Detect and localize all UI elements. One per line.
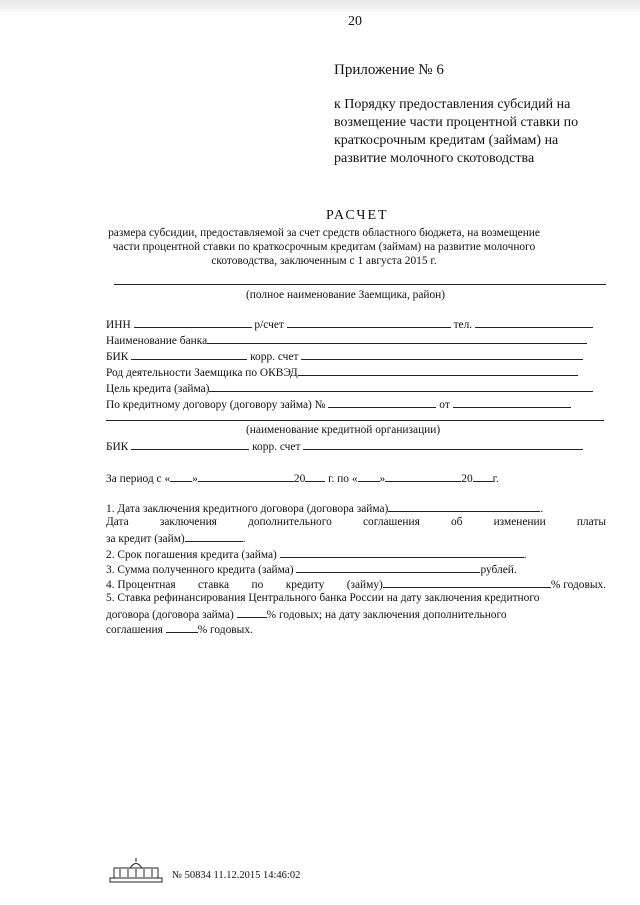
- item5-line3-b: % годовых.: [197, 624, 253, 636]
- subtitle-line: размера субсидии, предоставляемой за счет средств областного бюджета, на возмещение: [108, 227, 540, 239]
- period-to-label: г. по «: [328, 473, 358, 485]
- order-reference: [334, 96, 624, 168]
- borrower-caption: (полное наименование Заемщика, район): [246, 289, 446, 301]
- period-quote: »: [192, 473, 198, 485]
- period-row: [106, 470, 499, 486]
- item5-addl-rate-field[interactable]: [166, 621, 198, 633]
- item4-end: % годовых.: [550, 579, 607, 591]
- phone-field[interactable]: [475, 316, 593, 328]
- document-title: РАСЧЕТ: [326, 208, 389, 223]
- period-start-month[interactable]: [198, 470, 294, 482]
- activity-label: Род деятельности Заемщика по ОКВЭД: [106, 367, 298, 379]
- item1c-row: [106, 530, 246, 546]
- corr-account-label: корр. счет: [250, 351, 299, 363]
- period-end-month[interactable]: [385, 470, 461, 482]
- item1b-word: соглашения: [362, 516, 420, 528]
- item5-line3-a: соглашения: [106, 624, 163, 636]
- period-year-suffix2: г.: [492, 473, 499, 485]
- loan-number-field[interactable]: [328, 396, 436, 408]
- bik-field[interactable]: [131, 348, 247, 360]
- item1-label: 1. Дата заключения кредитного договора (договора займа): [106, 503, 389, 515]
- bik-label: БИК: [106, 351, 129, 363]
- item4-field[interactable]: [383, 576, 551, 588]
- subtitle-line: скотоводства, заключенным с 1 августа 2015 г.: [211, 255, 437, 267]
- period-year-prefix2: 20: [461, 473, 473, 485]
- appendix-title: Приложение № 6: [334, 62, 444, 78]
- bik2-row: [106, 438, 583, 454]
- period-start-year[interactable]: [305, 470, 325, 482]
- item3-label: 3. Сумма полученного кредита (займа): [106, 564, 294, 576]
- item2-end: .: [523, 549, 527, 561]
- item2-row: [106, 546, 527, 562]
- from-label: от: [439, 399, 450, 411]
- phone-label: тел.: [453, 319, 473, 331]
- item5-line3: [106, 621, 253, 637]
- page-number: 20: [348, 14, 362, 29]
- item5-refi-rate-field[interactable]: [237, 606, 267, 618]
- period-quote2: »: [379, 473, 386, 485]
- credit-org-line[interactable]: [106, 420, 604, 421]
- item1b-word: дополнительного: [248, 516, 332, 528]
- item1-row: [106, 500, 543, 516]
- item1b-word: Дата: [106, 516, 129, 528]
- inn-label: ИНН: [106, 319, 131, 331]
- activity-row: [106, 364, 578, 380]
- account-field[interactable]: [287, 316, 451, 328]
- item3-row: [106, 561, 517, 577]
- bank-name-field[interactable]: [207, 332, 587, 344]
- item5-line2-b: % годовых; на дату заключения дополнительного: [266, 609, 507, 621]
- inn-field[interactable]: [134, 316, 252, 328]
- item1c-label: за кредит (займ): [106, 533, 185, 545]
- item1b-word: платы: [576, 516, 606, 528]
- item5-line1: 5. Ставка рефинансирования Центрального банка России на дату заключения кредитного: [106, 592, 540, 604]
- item4-word: кредиту: [285, 579, 325, 591]
- order-line: возмещение части процентной ставки по: [334, 115, 579, 130]
- loan-agreement-row: [106, 396, 571, 412]
- period-year-prefix: 20: [293, 473, 306, 485]
- item1-field[interactable]: [388, 500, 540, 512]
- item4-word: 4. Процентная: [106, 579, 176, 591]
- order-line: развитие молочного скотоводства: [334, 151, 535, 166]
- period-end-day[interactable]: [358, 470, 380, 482]
- bik2-field[interactable]: [131, 438, 249, 450]
- subtitle-line: части процентной ставки по краткосрочным кредитам (займам) на развитие молочного: [112, 241, 536, 253]
- item1-end: .: [540, 503, 544, 515]
- inn-row: [106, 316, 593, 332]
- item1b-word: заключения: [159, 516, 217, 528]
- item1b-row: [106, 515, 606, 529]
- purpose-label: Цель кредита (займа): [106, 383, 210, 395]
- item2-label: 2. Срок погашения кредита (займа): [106, 549, 277, 561]
- order-line: краткосрочным кредитам (займам) на: [334, 133, 559, 148]
- activity-field[interactable]: [298, 364, 578, 376]
- bik2-label: БИК: [106, 441, 129, 453]
- item2-field[interactable]: [280, 546, 524, 558]
- loan-agreement-label: По кредитному договору (договору займа) №: [106, 399, 326, 411]
- corr-account-field[interactable]: [301, 348, 583, 360]
- item5-line2: [106, 606, 507, 622]
- loan-date-field[interactable]: [453, 396, 571, 408]
- document-subtitle: [96, 226, 552, 268]
- item1b-word: об: [450, 516, 463, 528]
- purpose-row: [106, 380, 593, 396]
- period-end-year[interactable]: [473, 470, 493, 482]
- account-label: р/счет: [254, 319, 284, 331]
- item1c-field[interactable]: [185, 530, 243, 542]
- item5-line2-a: договора (договора займа): [106, 609, 234, 621]
- item4-row: [106, 576, 606, 592]
- item4-word: ставка: [198, 579, 230, 591]
- order-line: к Порядку предоставления субсидий на: [334, 97, 571, 112]
- item3-field[interactable]: [296, 561, 480, 573]
- credit-org-caption: (наименование кредитной организации): [246, 424, 441, 436]
- item4-word: по: [251, 579, 264, 591]
- bik-row: [106, 348, 583, 364]
- corr-account2-field[interactable]: [303, 438, 583, 450]
- item1c-end: .: [242, 533, 246, 545]
- purpose-field[interactable]: [209, 380, 593, 392]
- bank-name-row: [106, 332, 587, 348]
- item1b-word: изменении: [493, 516, 546, 528]
- government-building-icon: [108, 858, 164, 884]
- registration-stamp: № 50834 11.12.2015 14:46:02: [172, 870, 301, 881]
- borrower-name-line[interactable]: [114, 284, 606, 285]
- period-label: За период с «: [106, 473, 171, 485]
- item3-end: рублей.: [480, 564, 517, 576]
- item4-word: (займу): [346, 579, 383, 591]
- period-start-day[interactable]: [170, 470, 192, 482]
- bank-name-label: Наименование банка: [106, 335, 208, 347]
- corr-account2-label: корр. счет: [252, 441, 301, 453]
- scan-top-edge: [0, 0, 640, 12]
